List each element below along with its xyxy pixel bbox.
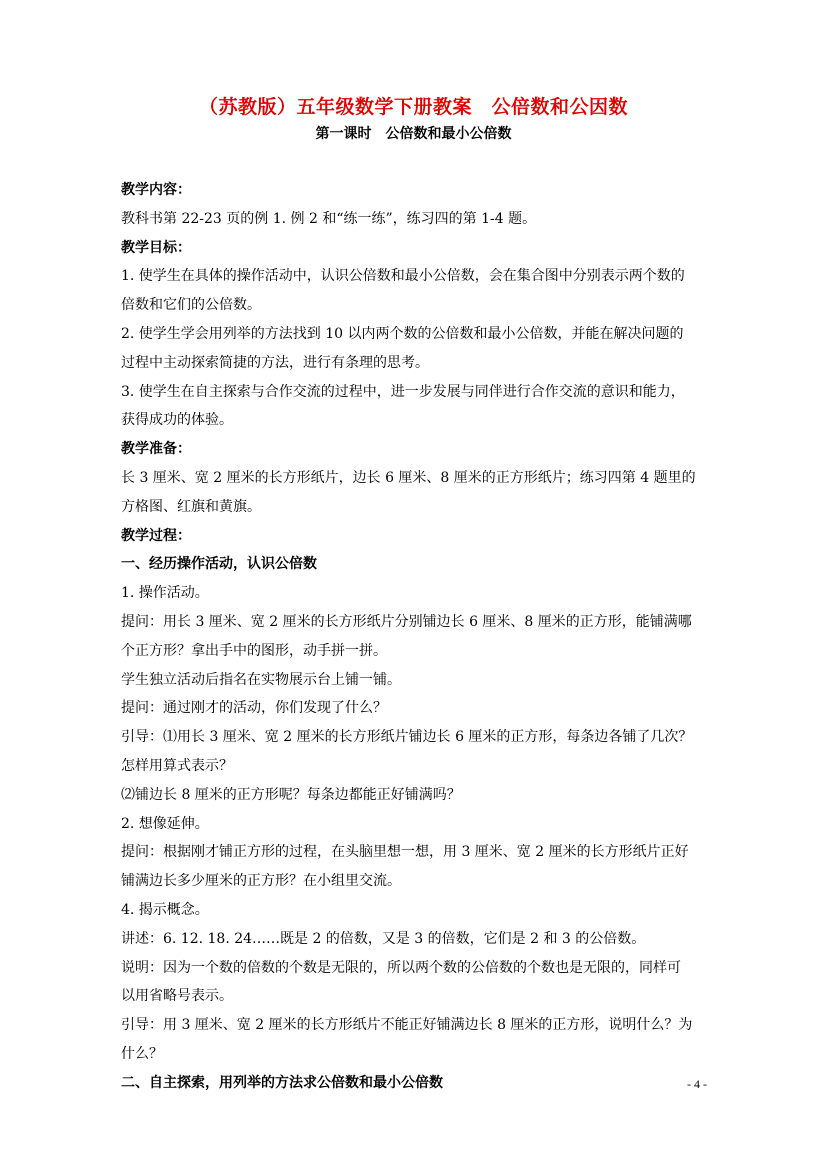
section-heading: 教学准备： [121,441,191,458]
section-heading: 教学内容： [121,182,191,198]
text-line: 铺满边长多少厘米的正方形？在小组里交流。 [121,873,401,890]
text-line: 学生独立活动后指名在实物展示台上铺一铺。 [121,671,401,688]
section-heading: 教学过程： [121,527,191,544]
text-line: 说明：因为一个数的倍数的个数是无限的，所以两个数的公倍数的个数也是无限的，同样可 [121,959,681,976]
text-line: 提问：用长 3 厘米、宽 2 厘米的长方形纸片分别铺边长 6 厘米、8 厘米的正方形，能铺满哪 [121,613,692,630]
text-line: 提问：根据刚才铺正方形的过程，在头脑里想一想，用 3 厘米、宽 2 厘米的长方形纸片正好 [121,844,689,861]
text-line: ⑵铺边长 8 厘米的正方形呢？每条边都能正好铺满吗？ [121,786,461,803]
text-line: 讲述：6. 12. 18. 24……既是 2 的倍数，又是 3 的倍数，它们是 2 和 3 的公倍数。 [121,930,646,947]
text-line: 引导：用 3 厘米、宽 2 厘米的长方形纸片不能正好铺满边长 8 厘米的正方形，说明什么？为 [121,1017,693,1034]
text-line: 4. 揭示概念。 [121,901,209,918]
text-line: 获得成功的体验。 [121,412,233,429]
text-line: 以用省略号表示。 [121,988,233,1005]
text-line: 长 3 厘米、宽 2 厘米的长方形纸片，边长 6 厘米、8 厘米的正方形纸片；练习四第 4 题里的 [121,469,696,486]
text-line: 1. 操作活动。 [121,585,209,602]
text-line: 引导：⑴用长 3 厘米、宽 2 厘米的长方形纸片铺边长 6 厘米的正方形，每条边各铺了几次？ [121,729,693,746]
section-heading: 二、自主探索，用列举的方法求公倍数和最小公倍数 [121,1074,443,1091]
text-line: 2. 使学生学会用列举的方法找到 10 以内两个数的公倍数和最小公倍数，并能在解决问题的 [121,325,684,342]
text-line: 教科书第 22-23 页的例 1. 例 2 和“练一练”，练习四的第 1-4 题。 [121,210,537,227]
text-line: 过程中主动探索简捷的方法，进行有条理的思考。 [121,354,429,371]
text-line: 1. 使学生在具体的操作活动中，认识公倍数和最小公倍数，会在集合图中分别表示两个数的 [121,268,685,285]
lesson-subtitle: 第一课时 公倍数和最小公倍数 [315,126,512,142]
page-number: - 4 - [687,1077,707,1091]
text-line: 2. 想像延伸。 [121,815,209,832]
text-line: 3. 使学生在自主探索与合作交流的过程中，进一步发展与同伴进行合作交流的意识和能力， [121,383,685,400]
lesson-body [121,176,711,1098]
text-line: 什么？ [121,1045,163,1062]
text-line: 提问：通过刚才的活动，你们发现了什么？ [121,700,387,717]
text-line: 怎样用算式表示？ [121,757,233,774]
document-title: （苏教版）五年级数学下册教案 公倍数和公因数 [198,96,628,118]
text-line: 方格图、红旗和黄旗。 [121,498,261,515]
section-heading: 教学目标： [121,239,191,256]
text-line: 个正方形？拿出手中的图形，动手拼一拼。 [121,642,387,659]
text-line: 倍数和它们的公倍数。 [121,297,261,314]
section-heading: 一、经历操作活动，认识公倍数 [121,556,317,573]
